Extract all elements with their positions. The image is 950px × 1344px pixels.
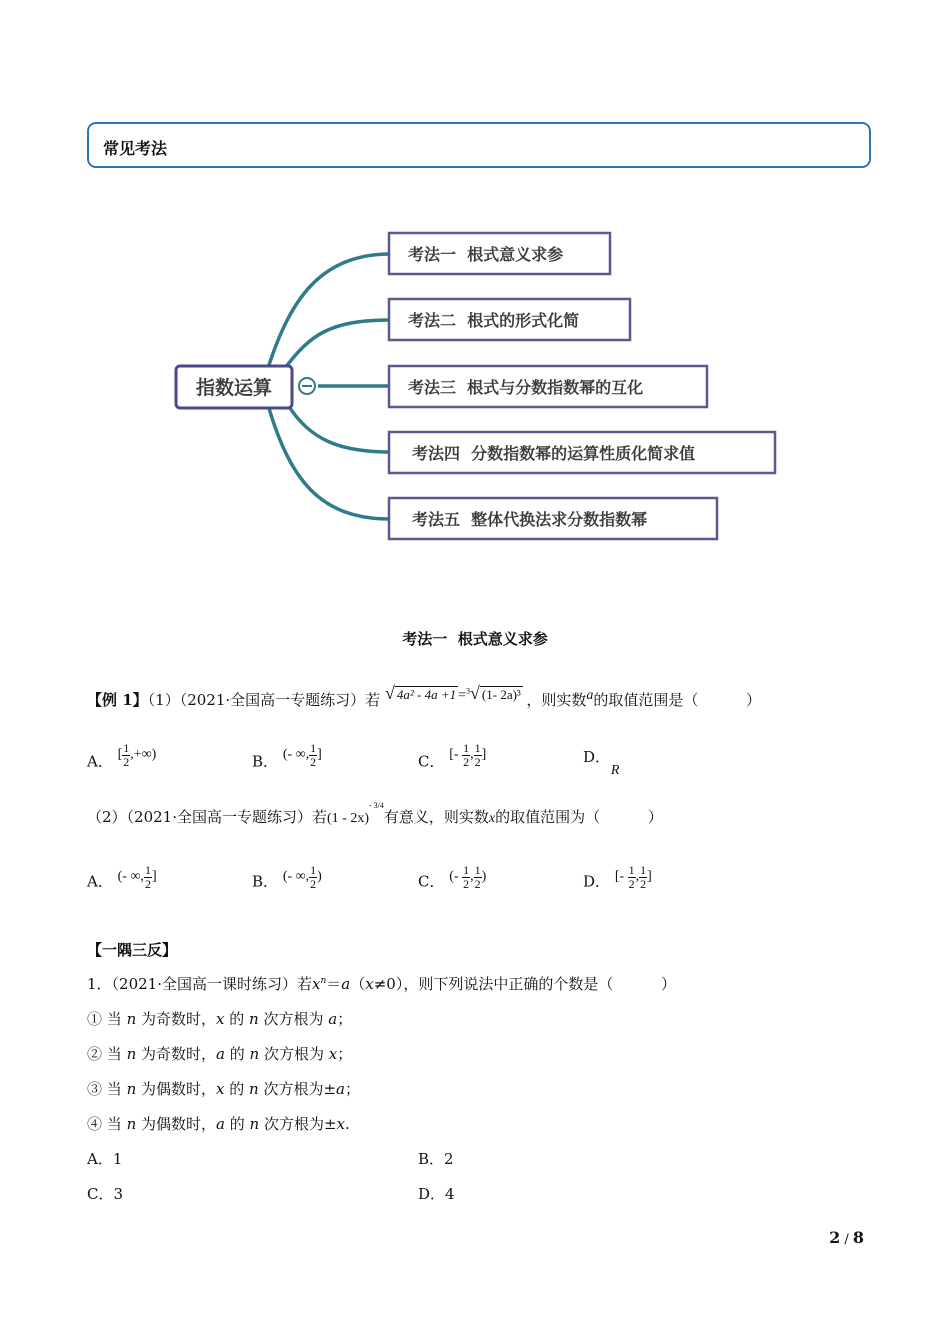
statement-3: ③ 当 n 为偶数时，x 的 n 次方根为±a； <box>87 1080 361 1098</box>
q1-option-d[interactable]: D． R <box>583 748 620 778</box>
practice-option-b[interactable]: B．2 <box>418 1150 454 1168</box>
q1-source: （2021·全国高一专题练习） <box>179 691 366 709</box>
mindmap-connector-2 <box>285 320 390 368</box>
statement-2: ② 当 n 为奇数时，a 的 n 次方根为 x； <box>87 1045 353 1063</box>
practice-q1-num: 1． <box>87 975 112 993</box>
q2-option-d[interactable]: D． [- $\frac{1}{2}$ , $\frac{1}{2}$ ] <box>583 863 652 891</box>
mindmap-connector-5 <box>268 405 390 519</box>
q2-lead: 若 <box>312 808 328 826</box>
q2-source: （2021·全国高一专题练习） <box>126 808 312 826</box>
q2-expression: (1 - 2x)$^{- 3/4}$ <box>327 801 384 826</box>
practice-option-c[interactable]: C．3 <box>87 1185 124 1203</box>
mindmap-branch-label-5: 考法五 整体代换法求分数指数幂 <box>412 510 648 529</box>
statement-4: ④ 当 n 为偶数时，a 的 n 次方根为±x. <box>87 1115 350 1133</box>
practice-option-a[interactable]: A．1 <box>87 1150 123 1168</box>
practice-q1-source: （2021·全国高一课时练习） <box>111 975 297 993</box>
mindmap-root-label: 指数运算 <box>195 377 273 399</box>
statement-1: ① 当 n 为奇数时，x 的 n 次方根为 a； <box>87 1010 353 1028</box>
q1-tail2: 的取值范围是（ ） <box>593 691 762 709</box>
q2-tail: 有意义，则实数 <box>383 808 489 826</box>
page-number: 2 / 8 <box>829 1228 864 1247</box>
section-title: 考法一 根式意义求参 <box>402 630 548 648</box>
q1-num: （1） <box>147 691 180 709</box>
q1-option-c[interactable]: C． [- $\frac{1}{2}$ , $\frac{1}{2}$ ] <box>418 741 487 771</box>
q2-option-a[interactable]: A． (- ∞, $\frac{1}{2}$ ] <box>87 863 157 891</box>
section-header-title: 常见考法 <box>103 139 168 158</box>
q1-option-a[interactable]: A． [ $\frac{1}{2}$ ,+∞) <box>87 741 157 771</box>
q1-option-b[interactable]: B． (- ∞, $\frac{1}{2}$ ] <box>252 741 322 771</box>
practice-option-d[interactable]: D．4 <box>418 1185 455 1203</box>
mindmap-connector-4 <box>288 405 390 452</box>
example1-q2-line <box>87 801 663 826</box>
mindmap-connector-1 <box>268 254 390 368</box>
q2-var: x <box>488 811 496 826</box>
mindmap-branch-label-1: 考法一 根式意义求参 <box>408 245 564 264</box>
mindmap-branch-label-4: 考法四 分数指数幂的运算性质化简求值 <box>412 444 696 463</box>
q1-lead: 若 <box>365 691 381 709</box>
q2-tail2: 的取值范围为（ ） <box>495 808 663 826</box>
practice-heading: 【一隅三反】 <box>87 941 178 959</box>
q1-tail: ，则实数 <box>526 691 587 709</box>
example1-q1-line <box>87 683 762 709</box>
q1-var: a <box>586 688 594 703</box>
q2-num: （2） <box>87 808 127 826</box>
mindmap-branch-label-2: 考法二 根式的形式化简 <box>408 311 580 330</box>
mindmap <box>0 0 950 600</box>
q2-option-c[interactable]: C． (- $\frac{1}{2}$ , $\frac{1}{2}$ ) <box>418 863 487 891</box>
q2-option-b[interactable]: B． (- ∞, $\frac{1}{2}$ ) <box>252 863 322 891</box>
practice-q1-line: 1．（2021·全国高一课时练习）若$x^n=a(x\ne 0)$，则下列说法中正确的个数是（ ） <box>87 975 677 993</box>
mindmap-branch-label-3: 考法三 根式与分数指数幂的互化 <box>408 378 644 397</box>
example-tag: 【例 1】 <box>87 691 148 709</box>
q1-radical-expression: √ 4a² - 4a +1 =$^3$√ (1- 2a)³ <box>384 683 521 703</box>
